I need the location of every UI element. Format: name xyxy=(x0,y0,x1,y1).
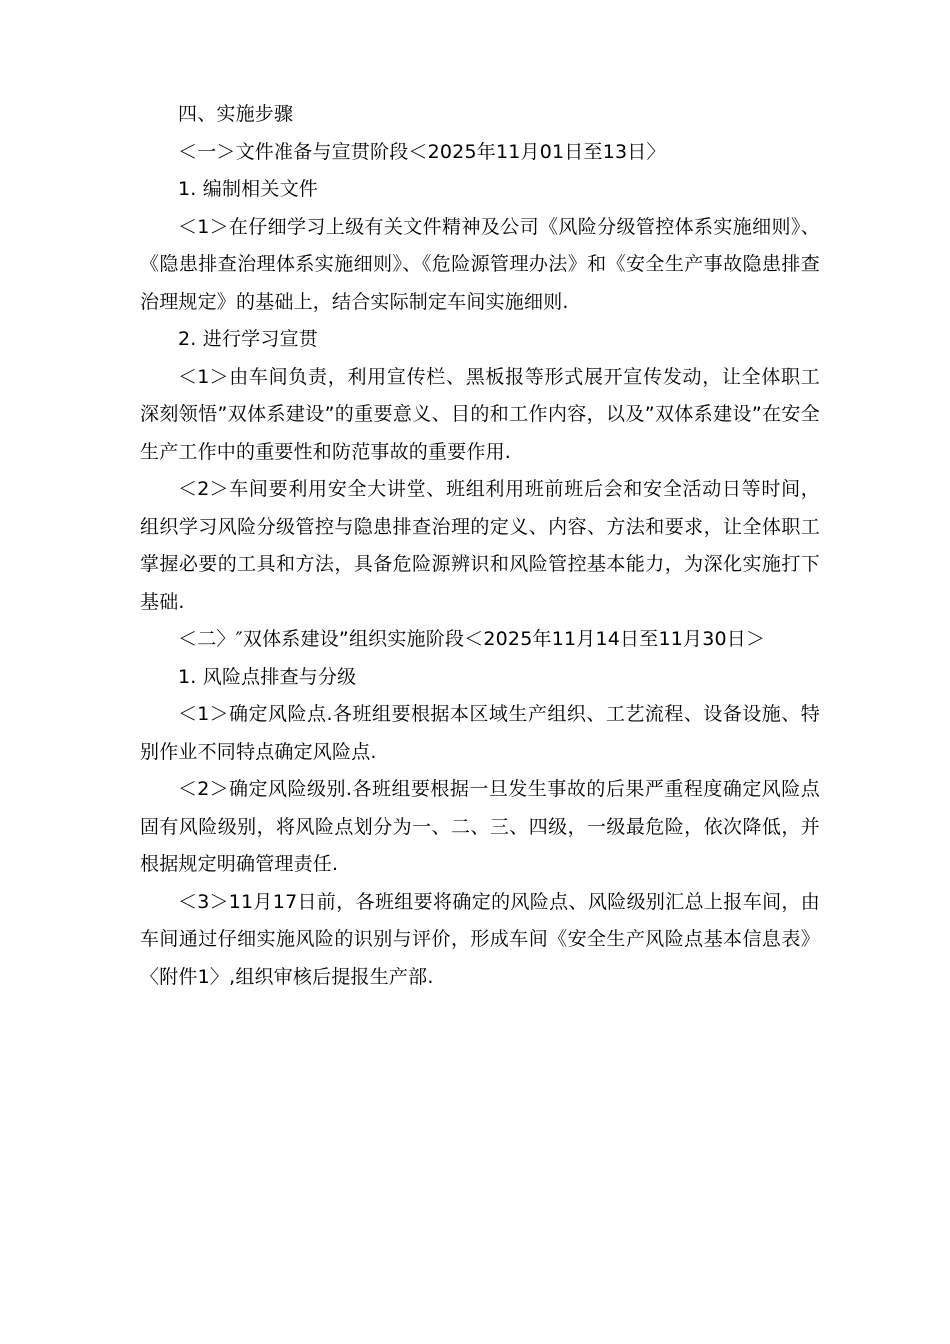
body-paragraph: ＜1＞在仔细学习上级有关文件精神及公司《风险分级管控体系实施细则》、《隐患排查治理体系实施细则》、《危险源管理办法》和《安全生产事故隐患排查治理规定》的基础上，结合实际制定车间实施细则. xyxy=(140,215,820,313)
step-heading: 1. 编制相关文件 xyxy=(178,178,318,200)
phase-heading-2: ＜二〉″双体系建设”组织实施阶段＜2025年11月14日至11月30日＞ xyxy=(178,628,766,650)
phase-heading-1: ＜一＞文件准备与宣贯阶段＜2025年11月01日至13日〉 xyxy=(178,140,666,163)
body-paragraph: ＜3＞11月17日前，各班组要将确定的风险点、风险级别汇总上报车间，由车间通过仔细实施风险的识别与评价，形成车间《安全生产风险点基本信息表》〈附件1〉,组织审核后提报生产部. xyxy=(140,890,820,988)
document-body xyxy=(140,96,820,996)
body-paragraph: ＜2＞确定风险级别.各班组要根据一旦发生事故的后果严重程度确定风险点固有风险级别，将风险点划分为一、二、三、四级，一级最危险，依次降低，并根据规定明确管理责任. xyxy=(140,778,820,875)
body-paragraph: ＜1＞由车间负责，利用宣传栏、黑板报等形式展开宣传发动，让全体职工深刻领悟”双体系建设”的重要意义、目的和工作内容，以及”双体系建设”在安全生产工作中的重要性和防范事故的重要作用. xyxy=(140,365,820,463)
step-heading: 2. 进行学习宣贯 xyxy=(178,328,318,350)
body-paragraph: ＜1＞确定风险点.各班组要根据本区域生产组织、工艺流程、设备设施、特别作业不同特点确定风险点. xyxy=(140,703,820,763)
body-paragraph: ＜2＞车间要利用安全大讲堂、班组利用班前班后会和安全活动日等时间，组织学习风险分级管控与隐患排查治理的定义、内容、方法和要求，让全体职工掌握必要的工具和方法，具备危险源辨识和风险管控基本能力，为深化实施打下基础. xyxy=(140,478,820,613)
section-heading: 四、实施步骤 xyxy=(178,103,294,125)
step-heading: 1. 风险点排查与分级 xyxy=(178,665,357,688)
